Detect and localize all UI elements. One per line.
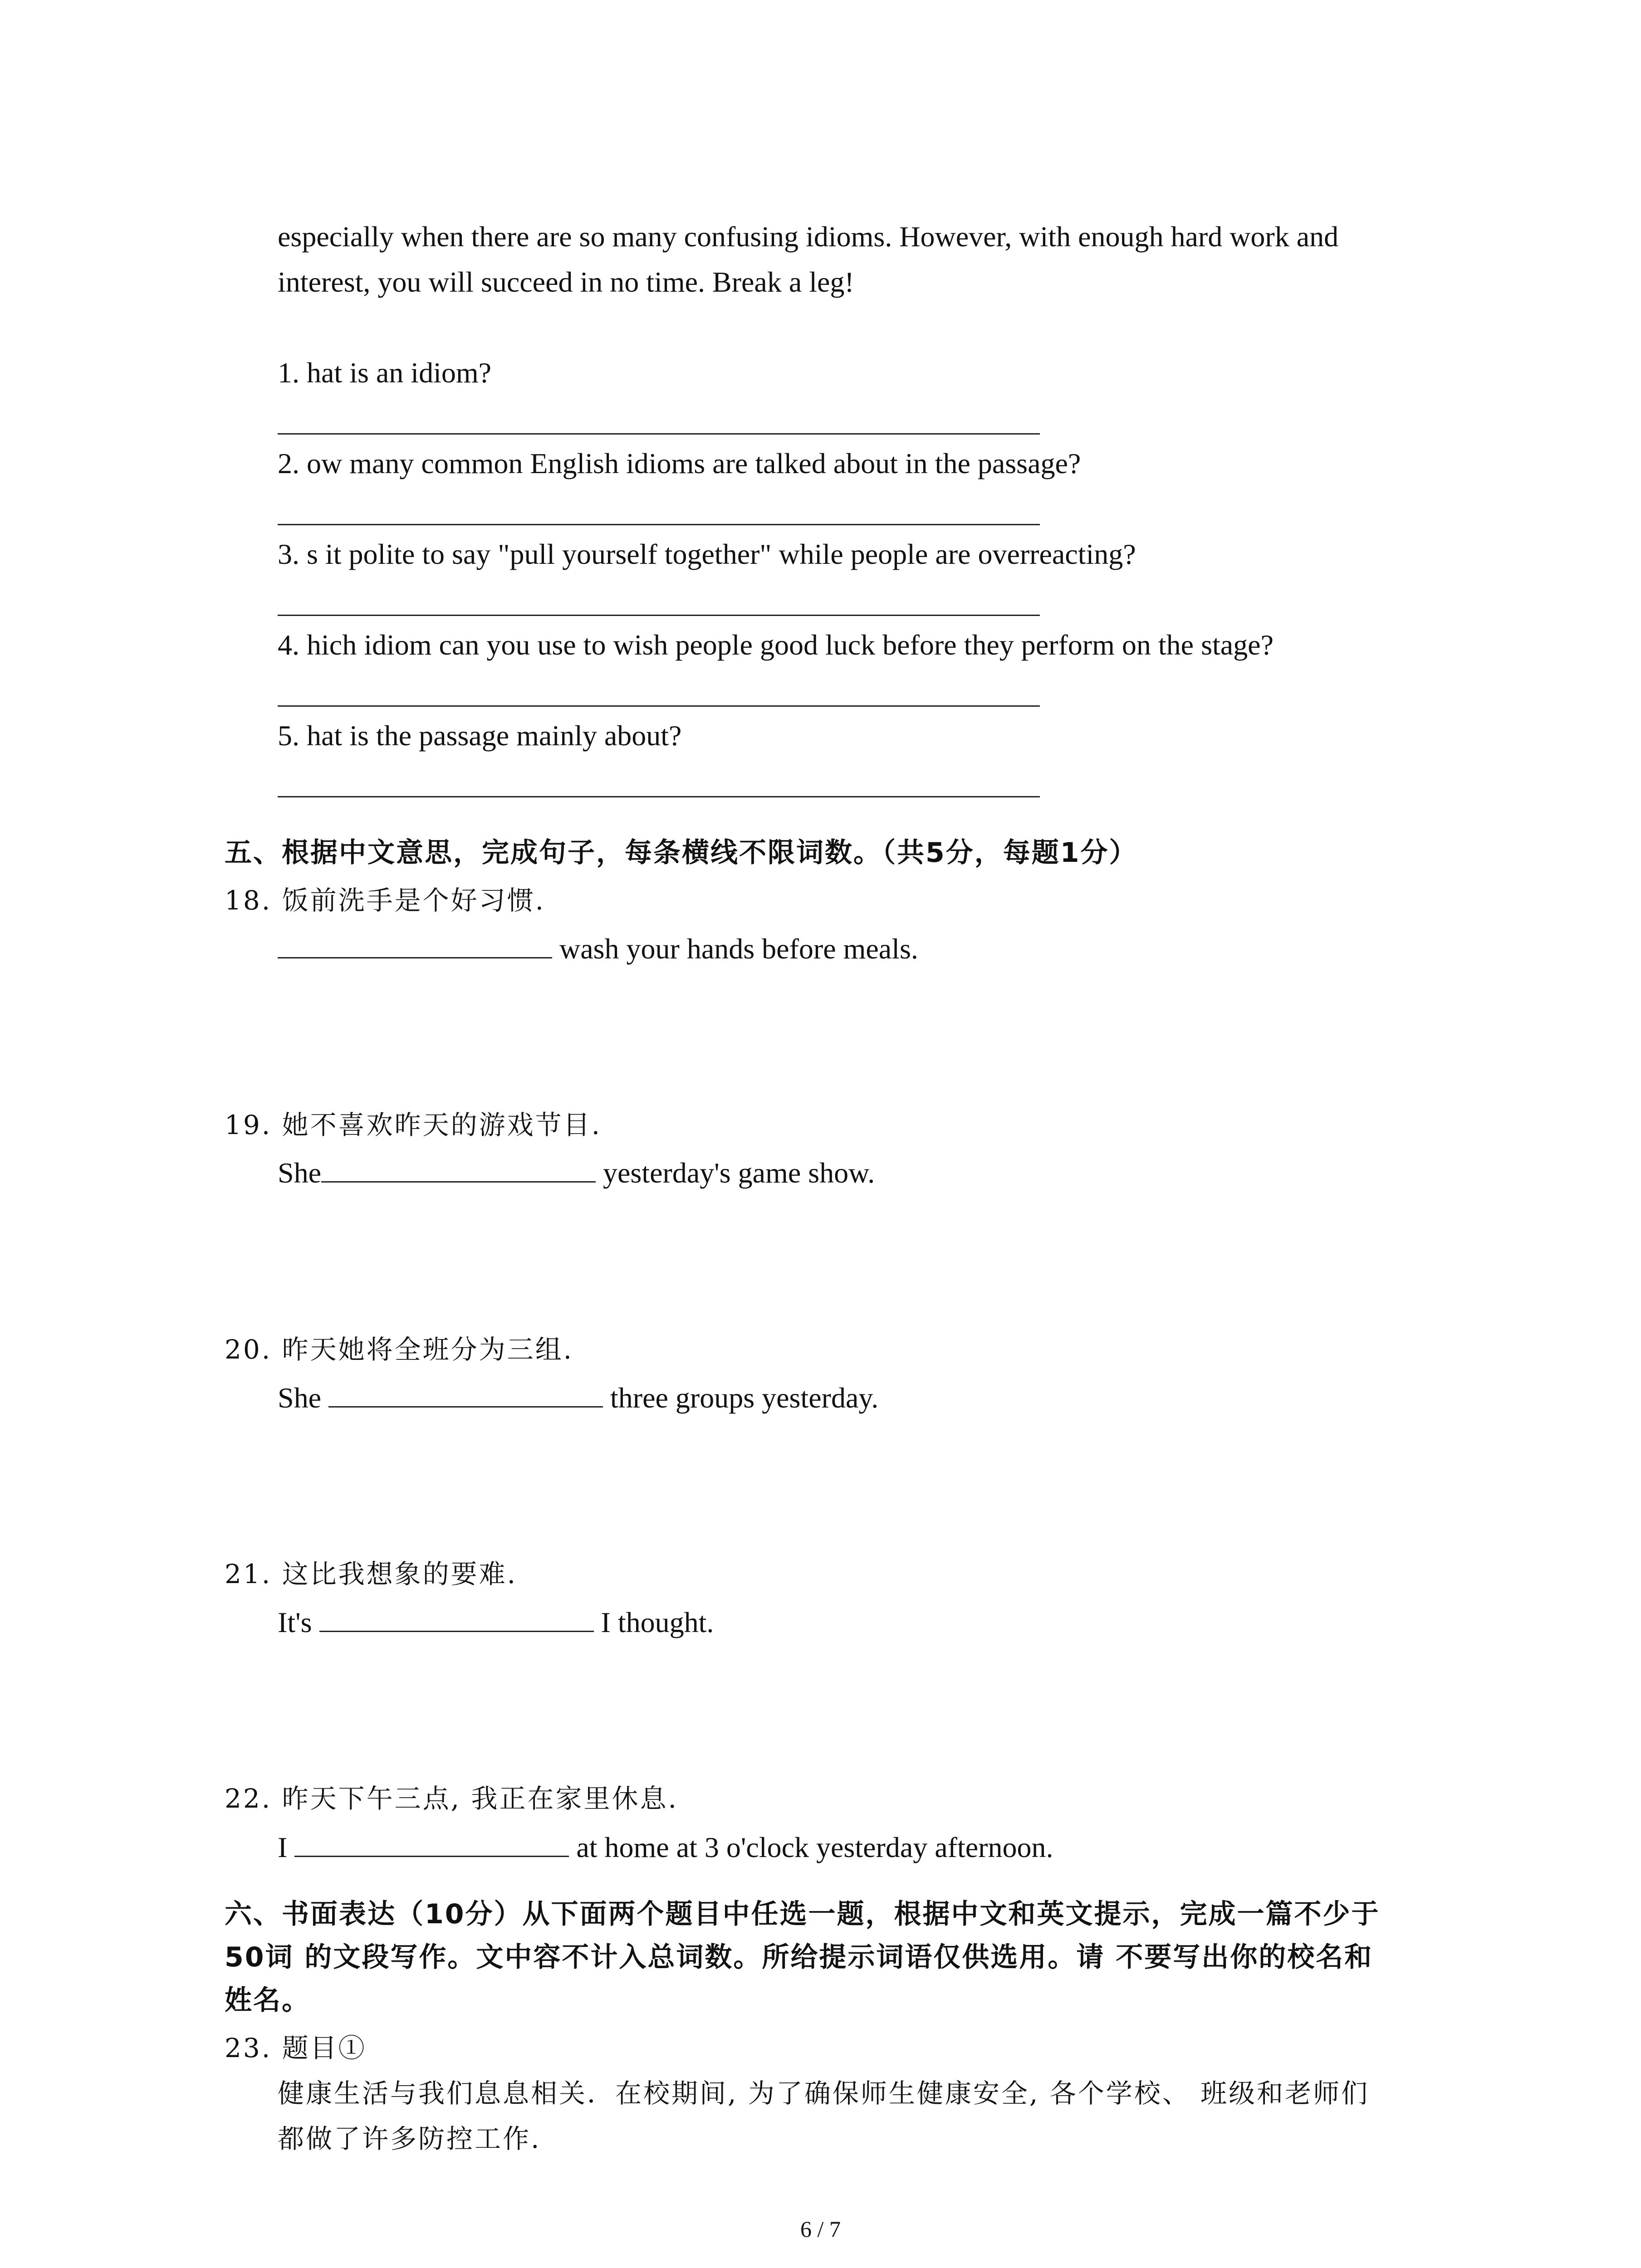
section-6-heading-line-2: 50词 的文段写作。文中容不计入总词数。所给提示词语仅供选用。请 不要写出你的校名和 bbox=[225, 1941, 1373, 1973]
item-21-blank[interactable] bbox=[319, 1605, 594, 1632]
item-19-chinese: 19. 她不喜欢昨天的游戏节目. bbox=[225, 1110, 602, 1140]
answer-line-3[interactable] bbox=[278, 615, 1040, 616]
item-21-suffix: I thought. bbox=[593, 1606, 714, 1638]
item-20-suffix: three groups yesterday. bbox=[603, 1382, 879, 1414]
question-5: 5. hat is the passage mainly about? bbox=[278, 719, 682, 752]
item-19-suffix: yesterday's game show. bbox=[596, 1157, 875, 1189]
item-22-prefix: I bbox=[278, 1831, 295, 1863]
item-19-english bbox=[278, 1155, 875, 1191]
item-22-suffix: at home at 3 o'clock yesterday afternoon. bbox=[569, 1831, 1053, 1863]
answer-line-2[interactable] bbox=[278, 524, 1040, 525]
question-4: 4. hich idiom can you use to wish people good luck before they perform on the stage? bbox=[278, 629, 1274, 661]
page-number: 6 / 7 bbox=[800, 2216, 841, 2242]
question-2: 2. ow many common English idioms are talked about in the passage? bbox=[278, 447, 1081, 479]
item-22-blank[interactable] bbox=[294, 1830, 569, 1857]
passage-line-1: especially when there are so many confusing idioms. However, with enough hard work and bbox=[278, 220, 1339, 253]
item-22-english bbox=[278, 1829, 1053, 1866]
item-20-chinese: 20. 昨天她将全班分为三组. bbox=[225, 1334, 574, 1365]
item-21-prefix: It's bbox=[278, 1606, 319, 1638]
answer-line-5[interactable] bbox=[278, 796, 1040, 797]
item-22-chinese: 22. 昨天下午三点, 我正在家里休息. bbox=[225, 1783, 678, 1814]
item-19-prefix: She bbox=[278, 1157, 321, 1189]
section-5-heading: 五、根据中文意思，完成句子，每条横线不限词数。（共5分，每题1分） bbox=[225, 837, 1138, 869]
question-3: 3. s it polite to say "pull yourself together" while people are overreacting? bbox=[278, 538, 1136, 570]
item-23-body-line-2: 都做了许多防控工作. bbox=[278, 2123, 541, 2154]
section-6-heading-line-1: 六、书面表达（10分）从下面两个题目中任选一题，根据中文和英文提示，完成一篇不少于 bbox=[225, 1898, 1380, 1930]
item-18-suffix: wash your hands before meals. bbox=[552, 933, 918, 965]
item-20-blank[interactable] bbox=[328, 1381, 603, 1408]
item-18-chinese: 18. 饭前洗手是个好习惯. bbox=[225, 885, 546, 916]
item-20-english bbox=[278, 1380, 878, 1416]
item-19-blank[interactable] bbox=[321, 1156, 596, 1183]
item-21-english bbox=[278, 1604, 714, 1641]
item-23-label: 23. 题目① bbox=[225, 2033, 367, 2063]
item-21-chinese: 21. 这比我想象的要难. bbox=[225, 1559, 518, 1589]
answer-line-1[interactable] bbox=[278, 433, 1040, 435]
section-6-heading-line-3: 姓名。 bbox=[225, 1984, 310, 2016]
item-18-blank[interactable] bbox=[278, 932, 552, 958]
item-18-english bbox=[278, 931, 918, 967]
passage-line-2: interest, you will succeed in no time. Break a leg! bbox=[278, 266, 854, 298]
question-1: 1. hat is an idiom? bbox=[278, 357, 492, 389]
item-23-body-line-1: 健康生活与我们息息相关．在校期间, 为了确保师生健康安全, 各个学校、 班级和老师们 bbox=[278, 2078, 1370, 2109]
item-20-prefix: She bbox=[278, 1382, 328, 1414]
answer-line-4[interactable] bbox=[278, 705, 1040, 707]
